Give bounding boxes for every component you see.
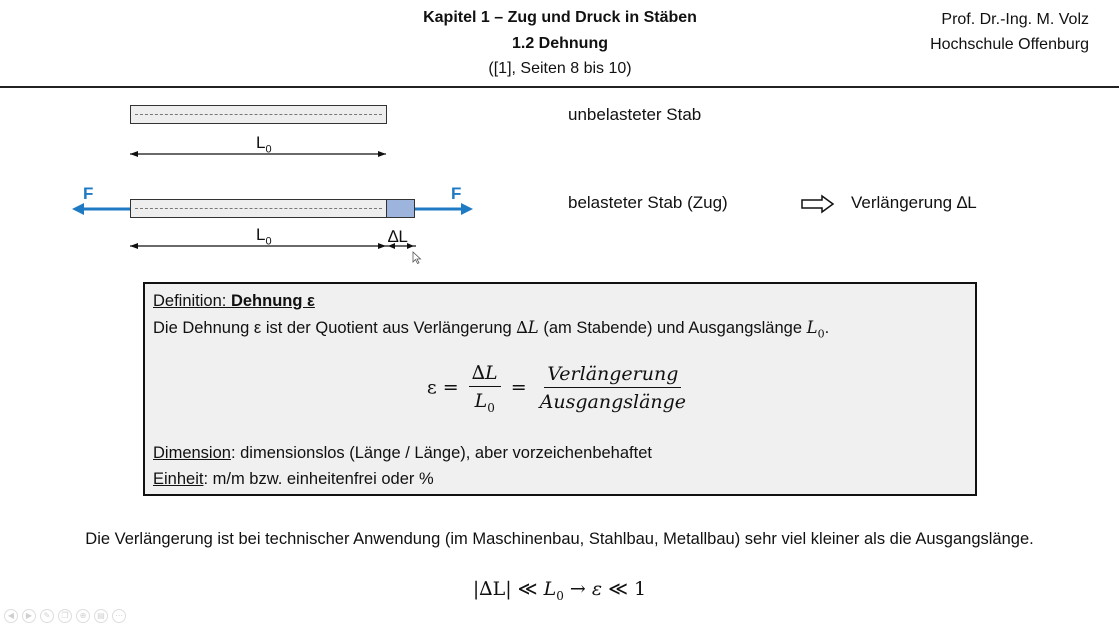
unloaded-rod [130, 105, 387, 124]
implies-arrow-icon [800, 194, 836, 214]
length-label-loaded: $L_0$ [256, 225, 272, 248]
more-icon[interactable]: ⋯ [112, 609, 126, 623]
elongation-note: Die Verlängerung ist bei technischer Anwendung (im Maschinenbau, Stahlbau, Metallbau) sehr viel kleiner als die Ausgangslänge. [85, 530, 1034, 548]
slides-icon[interactable]: ▤ [94, 609, 108, 623]
pen-icon[interactable]: ✎ [40, 609, 54, 623]
dimension-line: Dimension: dimensionslos (Länge / Länge), aber vorzeichenbehaftet [153, 444, 652, 462]
section-title: 1.2 Dehnung [511, 35, 608, 52]
unit-line: Einheit: m/m bzw. einheitenfrei oder % [153, 470, 434, 488]
rod-extension [386, 199, 415, 218]
copy-icon[interactable]: ❐ [58, 609, 72, 623]
small-strain-relation: |∆L| ≪ $L_0 \to \varepsilon$ ≪ 1 [472, 578, 647, 603]
force-label-left: F [83, 184, 94, 203]
length-label-unloaded: $L_0$ [256, 133, 272, 156]
force-arrow-right [413, 199, 477, 219]
loaded-rod [130, 199, 387, 218]
previous-icon[interactable]: ◀ [4, 609, 18, 623]
institution-name: Hochschule Offenburg [930, 36, 1089, 53]
presentation-controls [4, 609, 126, 623]
author-name: Prof. Dr.-Ing. M. Volz [941, 11, 1089, 28]
play-icon[interactable]: ▶ [22, 609, 36, 623]
zoom-icon[interactable]: ⊕ [76, 609, 90, 623]
definition-heading: Definition: Dehnung ε [153, 292, 315, 310]
strain-formula: ε = $\frac{\Delta L}{L_0}$ = $\frac{\text{Verlängerung}}{\text{Ausgangslänge}}$ [426, 362, 687, 415]
elongation-result-label: Verlängerung ∆L [851, 193, 977, 212]
unloaded-rod-label: unbelasteter Stab [568, 105, 702, 124]
force-arrow-left [70, 199, 134, 219]
definition-text: Die Dehnung ε ist der Quotient aus Verlängerung ∆L (am Stabende) und Ausgangslänge $L_0$. [153, 318, 830, 341]
mouse-cursor-icon [412, 251, 422, 265]
definition-box [143, 282, 977, 496]
elongation-label: ∆L [388, 227, 408, 246]
header-divider [0, 86, 1119, 88]
reference-text: ([1], Seiten 8 bis 10) [488, 60, 632, 77]
loaded-rod-label: belasteter Stab (Zug) [568, 193, 728, 212]
slide-title: Kapitel 1 – Zug und Druck in Stäben [423, 9, 697, 26]
force-label-right: F [451, 184, 462, 203]
